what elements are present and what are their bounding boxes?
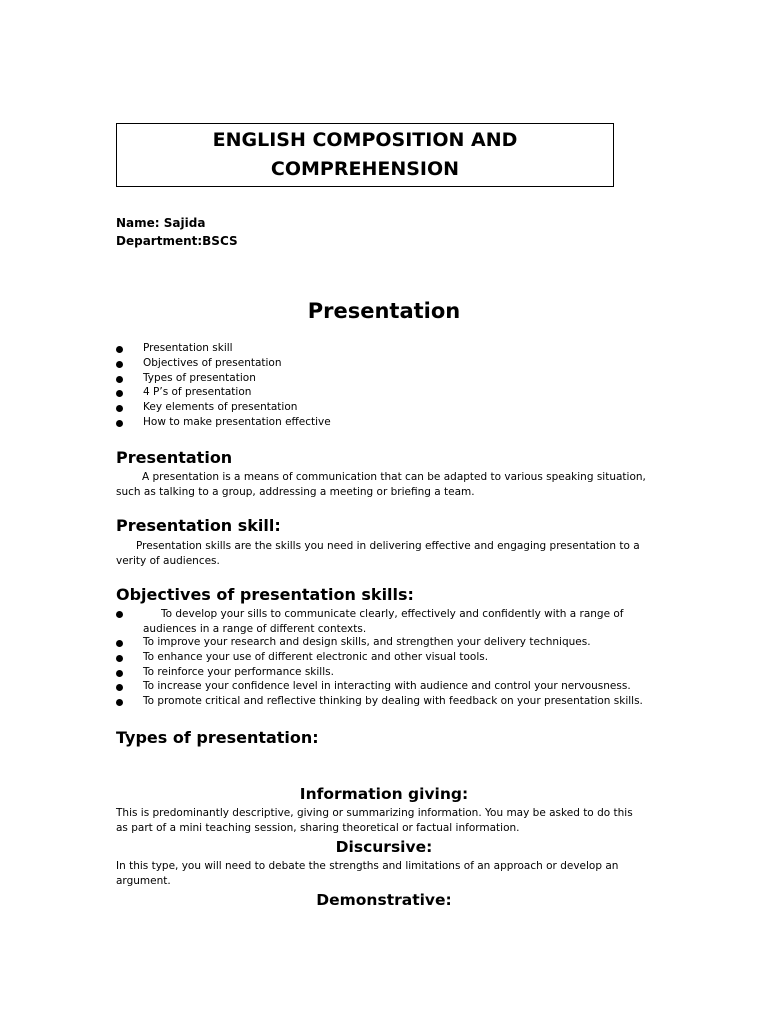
bullet-icon bbox=[116, 376, 123, 383]
bullet-icon bbox=[116, 670, 123, 677]
bullet-icon bbox=[116, 684, 123, 691]
information-giving-heading: Information giving: bbox=[299, 785, 469, 803]
bullet-icon bbox=[116, 655, 123, 662]
bullet-icon bbox=[116, 346, 123, 353]
bullet-icon bbox=[116, 405, 123, 412]
information-giving-paragraph: This is predominantly descriptive, giving or summarizing information. You may be asked to do this as part of a mini teaching session, sharing theoretical or factual information. bbox=[116, 807, 633, 834]
main-heading: Presentation bbox=[307, 299, 461, 323]
demonstrative-heading: Demonstrative: bbox=[316, 891, 452, 909]
discursive-paragraph: In this type, you will need to debate the strengths and limitations of an approach or develop an argument. bbox=[116, 860, 619, 887]
bullet-icon bbox=[116, 699, 123, 706]
discursive-heading: Discursive: bbox=[335, 838, 433, 856]
student-department: Department:BSCS bbox=[116, 234, 238, 248]
presentation-heading: Presentation bbox=[116, 448, 233, 467]
objectives-heading: Objectives of presentation skills: bbox=[116, 585, 414, 604]
bullet-icon bbox=[116, 420, 123, 427]
student-name: Name: Sajida bbox=[116, 216, 206, 230]
bullet-icon bbox=[116, 640, 123, 647]
document-page: ENGLISH COMPOSITION AND COMPREHENSION Name: Sajida Department:BSCS Presentation Presentation skill Objectives of presentation Types of presentation 4 P’s of presentation Key elements of presentation How to make presentation effective Presentation A presentation is a means of communication that can be adapted to various speaking situation, such as talking to a group, addressing a meeting or briefing a team. Presentation skill: Presentation skills are the skills you need in delivering effective and engaging presentation to a verity of audiences. Objectives of presentation skills: To develop your sills to communicate clearly, effectively and confidently with a range of audiences in a range of different contexts. To improve your research and design skills, and strengthen your delivery techniques. To enhance your use of different electronic and other visual tools. To reinforce your performance skills. To increase your confidence level in interacting with audience and control your nervousness. To promote critical and reflective thinking by dealing with feedback on your presentation skills. Types of presentation: Information giving: This is predominantly descriptive, giving or summarizing information. You may be asked to do this as part of a mini teaching session, sharing theoretical or factual information. Discursive: In this type, you will need to debate the strengths and limitations of an approach or develop an argument. Demonstrative: bbox=[0, 0, 768, 1024]
title-line-1: ENGLISH COMPOSITION AND bbox=[212, 129, 518, 151]
title-box bbox=[116, 123, 614, 187]
skill-paragraph: Presentation skills are the skills you need in delivering effective and engaging presentation to a verity of audiences. bbox=[116, 540, 640, 567]
title-line-2: COMPREHENSION bbox=[270, 158, 460, 180]
types-heading: Types of presentation: bbox=[116, 728, 319, 747]
skill-heading: Presentation skill: bbox=[116, 516, 281, 535]
bullet-icon bbox=[116, 611, 123, 618]
presentation-paragraph: A presentation is a means of communication that can be adapted to various speaking situation, such as talking to a group, addressing a meeting or briefing a team. bbox=[116, 471, 646, 498]
bullet-icon bbox=[116, 390, 123, 397]
bullet-icon bbox=[116, 361, 123, 368]
